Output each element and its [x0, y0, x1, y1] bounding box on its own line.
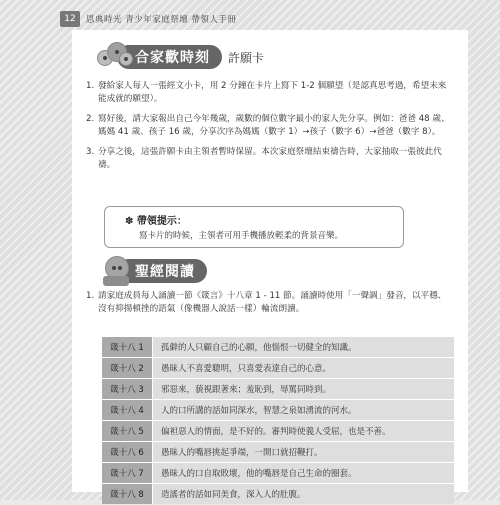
verse-table: [102, 337, 454, 505]
verse-reference: 箴十八 3: [102, 379, 153, 399]
verse-reference: 箴十八 8: [102, 484, 153, 504]
list-item: [86, 290, 452, 316]
table-row: [102, 442, 454, 462]
item-number: 2.: [86, 114, 95, 124]
section-banner-bible-reading: [97, 254, 207, 288]
item-text: 分享之後，這張許願卡由主領者暫時保留。本次家庭祭壇結束禱告時，大家抽取一張彼此代禱。: [98, 147, 442, 170]
table-row: [102, 379, 454, 399]
item-number: 3.: [86, 147, 95, 157]
verse-text: 愚昧人的口自取敗壞，他的嘴唇是自己生命的圈套。: [153, 463, 454, 483]
verse-reference: 箴十八 4: [102, 400, 153, 420]
verse-text: 孤僻的人只顧自己的心願，他惱恨一切健全的知識。: [153, 337, 454, 357]
table-row: [102, 337, 454, 357]
item-text: 發給家人每人一張經文小卡，用 2 分鐘在卡片上寫下 1-2 個願望（是認真思考過，希望未來能成就的願望）。: [98, 81, 447, 104]
verse-text: 造謠者的話如同美食，深入人的肚腹。: [153, 484, 454, 504]
item-text: 寫好後，請大家報出自己今年幾歲，歲數的個位數字最小的家人先分享。例如：爸爸 48 歲、媽媽 41 歲、孩子 16 歲，分享次序為媽媽（數字 1）→孩子（數字 6）→爸爸（數字 8）。: [98, 114, 450, 137]
table-row: [102, 484, 454, 504]
verse-text: 偏袒惡人的情面，是不好的。審判時使義人受屈，也是不善。: [153, 421, 454, 441]
reading-instructions: [86, 290, 452, 323]
list-item: [86, 146, 452, 172]
tip-body: 寫卡片的時候，主領者可用手機播放輕柔的背景音樂。: [139, 231, 344, 241]
section-subtitle: 許願卡: [228, 50, 265, 65]
family-icon: [97, 40, 133, 74]
instruction-list: [86, 80, 452, 179]
section-title: 聖經閱讀: [117, 259, 207, 283]
verse-reference: 箴十八 2: [102, 358, 153, 378]
item-number: 1.: [86, 291, 95, 301]
tip-title: ✽ 帶領提示：: [125, 216, 187, 227]
list-item: [86, 113, 452, 139]
verse-text: 邪惡來，藐視跟著來；羞恥到，辱罵同時到。: [153, 379, 454, 399]
table-row: [102, 400, 454, 420]
item-text: 請家庭成員每人誦讀一節《箴言》十八章 1 - 11 節。誦讀時使用「一聲調」發音，以平穩、沒有抑揚頓挫的語氣（像機器人說話一樣）輪流朗讀。: [98, 291, 447, 314]
verse-text: 愚昧人不喜愛聰明，只喜愛表達自己的心意。: [153, 358, 454, 378]
verse-text: 愚昧人的嘴唇挑起爭端，一開口就招鞭打。: [153, 442, 454, 462]
leader-tip-box: [104, 206, 404, 248]
section-title: 合家歡時刻: [117, 45, 222, 69]
person-reading-icon: [97, 254, 133, 288]
verse-text: 人的口所講的話如同深水，智慧之泉如湧流的河水。: [153, 400, 454, 420]
item-number: 1.: [86, 81, 95, 91]
table-row: [102, 463, 454, 483]
table-row: [102, 421, 454, 441]
header-title: 恩典時光 青少年家庭祭壇 帶領人手冊: [86, 15, 237, 25]
verse-reference: 箴十八 7: [102, 463, 153, 483]
verse-reference: 箴十八 5: [102, 421, 153, 441]
verse-reference: 箴十八 1: [102, 337, 153, 357]
table-row: [102, 358, 454, 378]
page-header: [60, 10, 236, 28]
list-item: [86, 80, 452, 106]
section-banner-family-time: [97, 40, 264, 74]
verse-reference: 箴十八 6: [102, 442, 153, 462]
page-number: 12: [60, 11, 80, 27]
